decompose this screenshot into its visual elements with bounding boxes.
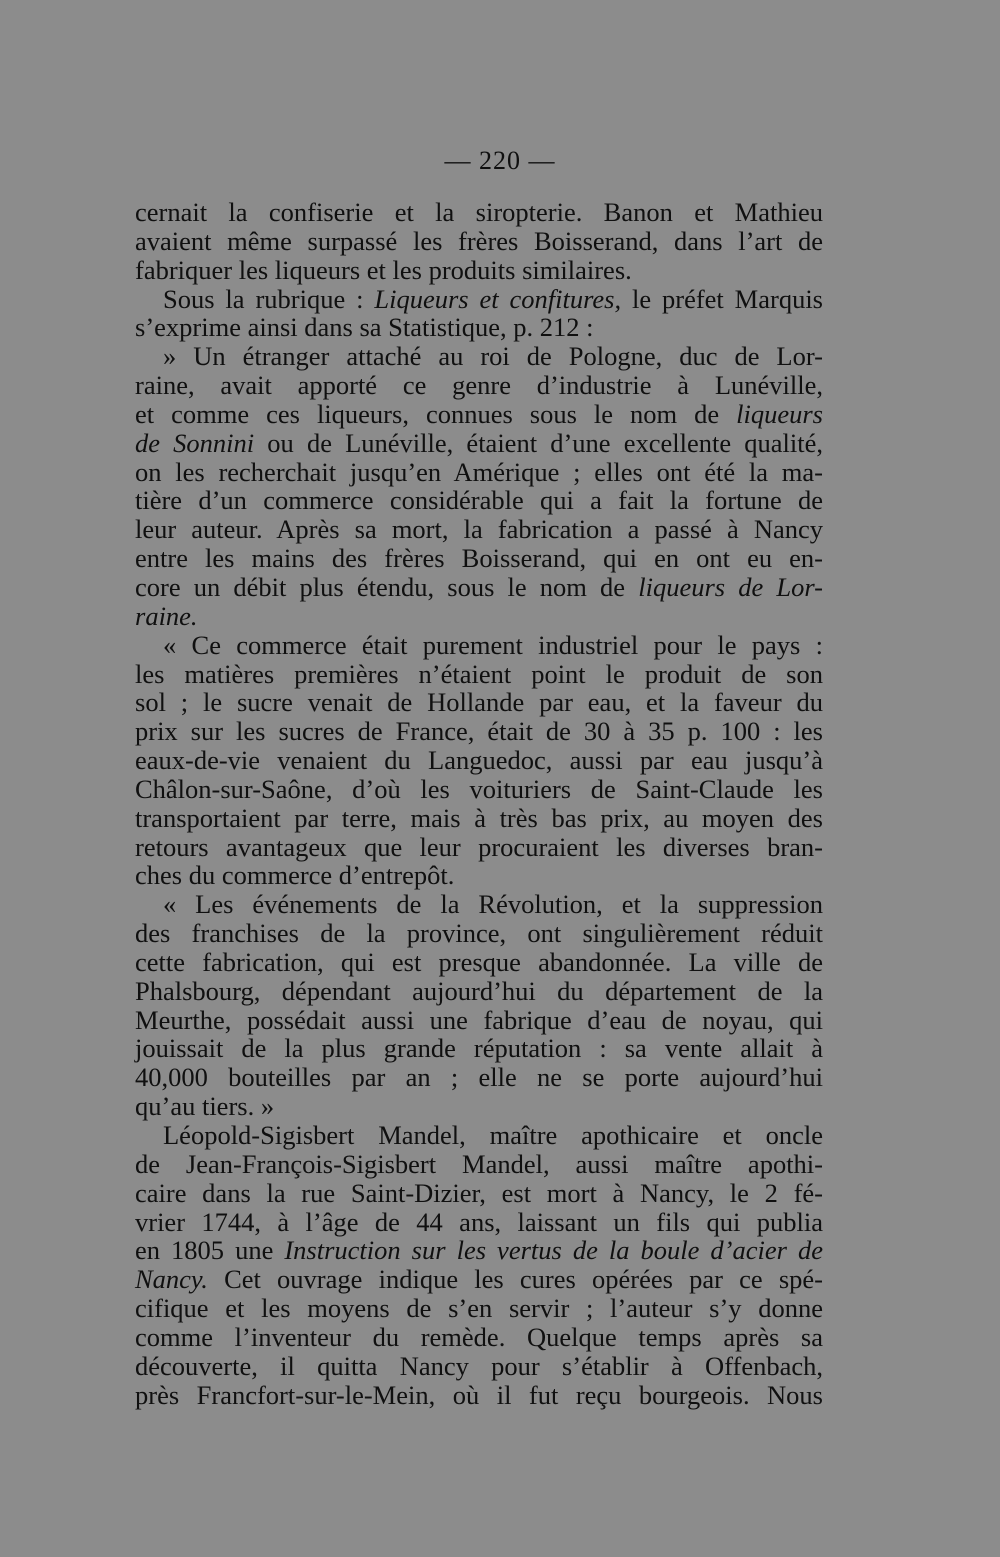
text-line [135, 285, 823, 314]
text-line [135, 804, 823, 833]
line-text: retours avantageux que leur procuraient les diverses bran- [135, 831, 823, 862]
line-text: comme l’inventeur du remède. Quelque temps après sa [135, 1321, 823, 1352]
text-line [135, 688, 823, 717]
line-text: Léopold-Sigisbert Mandel, maître apothicaire et oncle [163, 1120, 823, 1150]
line-text: cernait la confiserie et la siropterie. Banon et Mathieu [135, 197, 823, 227]
line-text: caire dans la rue Saint-Dizier, est mort à Nancy, le 2 fé- [135, 1177, 823, 1208]
line-text: ches du commerce d’entrepôt. [135, 860, 455, 891]
line-text: Phalsbourg, dépendant aujourd’hui du département de la [135, 975, 823, 1006]
text-line [135, 371, 823, 400]
italic-text: Liqueurs et confitures, [374, 283, 622, 314]
italic-text: liqueurs de Lor- [638, 571, 823, 602]
line-text: fabriquer les liqueurs et les produits similaires. [135, 254, 632, 285]
text-line [135, 1208, 823, 1237]
line-text: ou de Lunéville, étaient d’une excellente qualité, [254, 427, 823, 458]
line-text: tière d’un commerce considérable qui a fait la fortune de [135, 485, 823, 516]
text-line [135, 1236, 823, 1265]
line-text: sol ; le sucre venait de Hollande par eau, et la faveur du [135, 687, 823, 718]
text-line [135, 400, 823, 429]
text-line [135, 717, 823, 746]
line-text: prix sur les sucres de France, était de 30 à 35 p. 100 : les [135, 716, 823, 747]
text-line [135, 1034, 823, 1063]
line-text: jouissait de la plus grande réputation : sa vente allait à [135, 1033, 823, 1064]
text-line [135, 1121, 823, 1150]
text-line [135, 1294, 823, 1323]
line-text: cette fabrication, qui est presque abandonnée. La ville de [135, 946, 823, 977]
italic-text: liqueurs [736, 398, 823, 429]
text-line [135, 1381, 823, 1410]
text-line [135, 458, 823, 487]
text-line [135, 1352, 823, 1381]
line-text: Châlon-sur-Saône, d’où les voituriers de Saint-Claude les [135, 773, 823, 804]
page-number: — 220 — [444, 146, 556, 175]
line-text: core un débit plus étendu, sous le nom de [135, 571, 639, 602]
text-line [135, 544, 823, 573]
text-line [135, 198, 823, 227]
line-text: et comme ces liqueurs, connues sous le nom de [135, 398, 737, 429]
line-text: près Francfort-sur-le-Mein, où il fut reçu bourgeois. Nous [135, 1379, 823, 1410]
line-text: « Ce commerce était purement industriel pour le pays : [163, 629, 823, 660]
text-line [135, 948, 823, 977]
text-line [135, 1150, 823, 1179]
line-text: de Jean-François-Sigisbert Mandel, aussi maître apothi- [135, 1148, 823, 1179]
text-line [135, 1006, 823, 1035]
line-text: eaux-de-vie venaient du Languedoc, aussi par eau jusqu’à [135, 745, 823, 776]
text-line [135, 429, 823, 458]
text-line [135, 256, 823, 285]
line-text: raine, avait apporté ce genre d’industrie à Lunéville, [135, 370, 823, 401]
text-line [135, 342, 823, 371]
text-line [135, 775, 823, 804]
body-text [135, 198, 823, 1409]
line-text: Cet ouvrage indique les cures opérées par ce spé- [207, 1264, 823, 1295]
line-text: Sous la rubrique : [163, 283, 375, 314]
line-text: en 1805 une [135, 1235, 285, 1266]
text-line [135, 602, 823, 631]
text-line [135, 977, 823, 1006]
italic-text: raine. [135, 600, 198, 631]
line-text: qu’au tiers. » [135, 1091, 275, 1122]
text-line [135, 313, 823, 342]
text-line [135, 1265, 823, 1294]
line-text: le préfet Marquis [621, 283, 823, 314]
line-text: transportaient par terre, mais à très bas prix, au moyen des [135, 802, 823, 833]
text-line [135, 890, 823, 919]
text-line [135, 833, 823, 862]
text-line [135, 515, 823, 544]
italic-text: Instruction sur les vertus de la boule d’acier de [284, 1235, 823, 1266]
text-line [135, 746, 823, 775]
text-line [135, 1063, 823, 1092]
text-line [135, 1092, 823, 1121]
text-line [135, 861, 823, 890]
line-text: les matières premières n’étaient point le produit de son [135, 658, 823, 689]
line-text: vrier 1744, à l’âge de 44 ans, laissant un fils qui publia [135, 1206, 823, 1237]
line-text: entre les mains des frères Boisserand, qui en ont eu en- [135, 543, 823, 574]
text-line [135, 919, 823, 948]
line-text: découverte, il quitta Nancy pour s’établir à Offenbach, [135, 1350, 823, 1381]
text-line [135, 660, 823, 689]
line-text: des franchises de la province, ont singulièrement réduit [135, 918, 823, 949]
line-text: Meurthe, possédait aussi une fabrique d’eau de noyau, qui [135, 1004, 823, 1035]
line-text: » Un étranger attaché au roi de Pologne, duc de Lor- [163, 341, 823, 372]
text-line [135, 1323, 823, 1352]
line-text: on les recherchait jusqu’en Amérique ; elles ont été la ma- [135, 456, 823, 487]
line-text: « Les événements de la Révolution, et la suppression [163, 889, 823, 920]
italic-text: Nancy. [135, 1264, 208, 1295]
line-text: s’exprime ainsi dans sa Statistique, p. 212 : [135, 312, 594, 343]
text-line [135, 573, 823, 602]
line-text: avaient même surpassé les frères Boisserand, dans l’art de [135, 225, 823, 256]
line-text: leur auteur. Après sa mort, la fabrication a passé à Nancy [135, 514, 823, 545]
text-line [135, 1179, 823, 1208]
italic-text: de Sonnini [135, 427, 255, 458]
line-text: 40,000 bouteilles par an ; elle ne se porte aujourd’hui [135, 1062, 823, 1093]
text-line [135, 486, 823, 515]
text-line [135, 631, 823, 660]
text-line [135, 227, 823, 256]
line-text: cifique et les moyens de s’en servir ; l’auteur s’y donne [135, 1293, 823, 1324]
